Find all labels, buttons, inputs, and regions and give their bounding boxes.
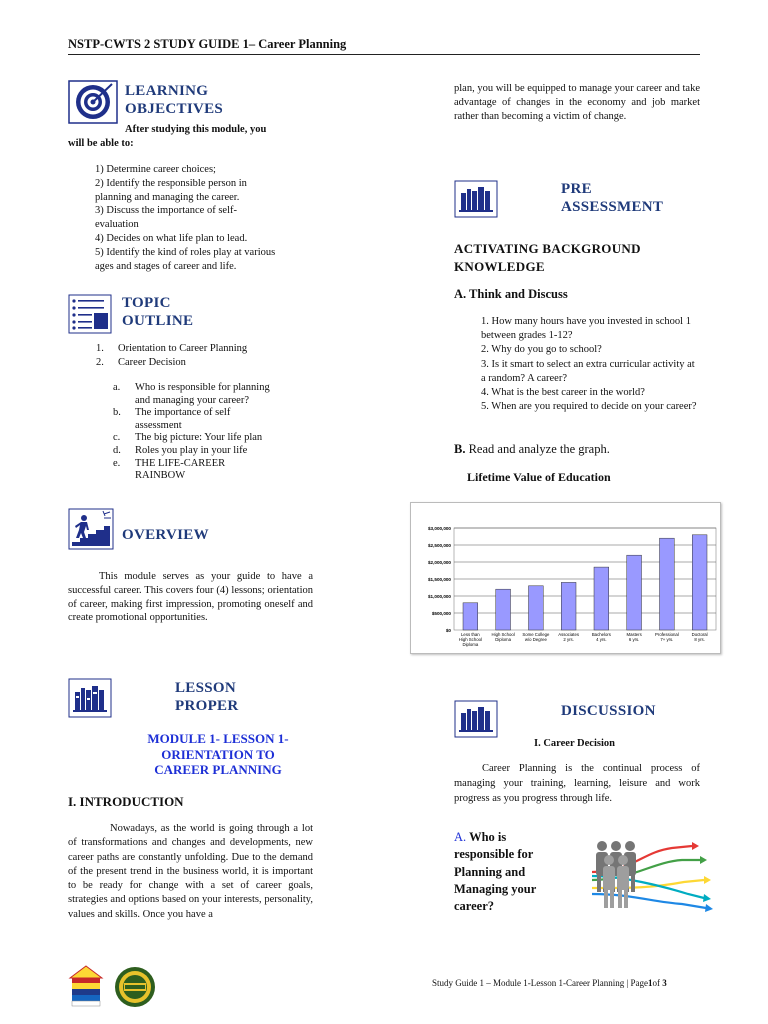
lifetime-value-chart — [410, 502, 721, 654]
chart-bar — [660, 538, 675, 630]
chart-bar — [627, 555, 642, 630]
stairs-climbing-icon — [68, 508, 114, 550]
x-tick-label: Masters 6 yrs. — [626, 632, 642, 642]
list-icon — [68, 294, 112, 334]
objective-item: 2) Identify the responsible person in planning and managing the career. — [95, 177, 247, 203]
overview-text: This module serves as your guide to have a successful career. This covers four (4) lessons; orientation of career, making first impression, promoting oneself and create promotional opportunities. — [68, 571, 313, 624]
pre-assessment-title: PRE ASSESSMENT — [561, 181, 664, 215]
topic-outline-title: TOPIC OUTLINE — [122, 295, 194, 329]
question-item: 2. Why do you go to school? — [481, 344, 602, 356]
school-seal-logo — [66, 964, 106, 1008]
outline-subitem: e. THE LIFE-CAREER RAINBOW — [113, 457, 226, 482]
career-decision-subheading: I. Career Decision — [534, 738, 615, 749]
outline-item: 1. Orientation to Career Planning — [96, 343, 248, 354]
objective-item: 3) Discuss the importance of self- evaluation — [95, 205, 238, 231]
question-item: 3. Is it smart to select an extra curricular activity at a random? A career? — [481, 358, 695, 384]
question-item: 5. When are you required to decide on your career? — [481, 401, 697, 413]
y-tick-label: $500,000 — [431, 611, 451, 616]
activating-knowledge-heading: ACTIVATING BACKGROUND KNOWLEDGE — [454, 241, 641, 274]
responsible-question: A. Who is responsible for Planning and Managing your career? — [454, 830, 537, 914]
introduction-heading: I. INTRODUCTION — [68, 794, 184, 809]
think-discuss-heading: A. Think and Discuss — [454, 287, 568, 301]
introduction-text: Nowadays, as the world is going through a lot of transformations and changes and developments, new career paths are constantly unfolding. Due to the demand of the present trend in the business world, it is important to be ready for change with a set of career goals, strategies and options based on your interests, personality, values and skills. Once you have a — [68, 823, 313, 920]
x-tick-label: Doctoral 8 yrs. — [691, 632, 708, 642]
page-footer: Study Guide 1 – Module 1-Lesson 1-Career Planning | Page1of 3 — [432, 978, 667, 988]
outline-item: 2. Career Decision — [96, 356, 186, 368]
x-tick-label: Professional 7+ yrs. — [655, 632, 679, 642]
x-tick-label: Less than High School Diploma — [458, 632, 482, 647]
x-tick-label: Some College w/o Degree — [522, 632, 550, 642]
read-graph-instruction: B. Read and analyze the graph. — [454, 442, 610, 456]
career-paths-people-illustration — [572, 832, 716, 914]
y-tick-label: $2,000,000 — [428, 560, 451, 565]
books-icon — [68, 678, 112, 718]
books-icon — [454, 700, 498, 738]
right-continuation-text: plan, you will be equipped to manage your career and take advantage of changes in the economy and job market rather than becoming a victim of change. — [454, 83, 700, 122]
y-tick-label: $1,000,000 — [428, 594, 451, 599]
graph-title: Lifetime Value of Education — [467, 470, 611, 484]
topic-outline-lettered — [113, 382, 333, 483]
outline-subitem: d. Roles you play in your life — [113, 444, 248, 456]
chart-bar — [496, 589, 511, 630]
books-icon — [454, 180, 498, 218]
target-icon — [68, 80, 118, 124]
question-item: 1. How many hours have you invested in school 1 between grades 1-12? — [481, 316, 691, 342]
objective-item: 5) Identify the kind of roles play at various ages and stages of career and life. — [95, 246, 276, 272]
x-tick-label: High School Diploma — [491, 632, 515, 642]
objectives-list — [95, 163, 325, 273]
outline-subitem: b. The importance of self assessment — [113, 407, 231, 431]
objective-item: 4) Decides on what life plan to lead. — [95, 232, 248, 244]
chart-bar — [463, 603, 478, 630]
question-item: 4. What is the best career in the world? — [481, 387, 645, 399]
learning-objectives-title: LEARNING OBJECTIVES — [125, 83, 224, 117]
y-tick-label: $1,500,000 — [428, 577, 451, 582]
y-tick-label: $3,000,000 — [428, 526, 451, 531]
outline-subitem: a. Who is responsible for planning and managing your career? — [113, 382, 270, 406]
header-rule — [68, 54, 700, 55]
nstp-logo — [114, 966, 156, 1008]
chart-bar — [561, 582, 576, 630]
y-tick-label: $0 — [445, 628, 451, 633]
chart-bar — [692, 535, 707, 630]
lesson-proper-title: LESSON PROPER — [175, 680, 239, 714]
questions-list — [481, 315, 701, 414]
discussion-title: DISCUSSION — [561, 703, 656, 719]
chart-bar — [529, 586, 544, 630]
topic-outline-numbered — [96, 342, 326, 370]
discussion-text: Career Planning is the continual process of managing your training, learning, leisure and work progress as you progress through life. — [454, 763, 700, 804]
chart-bar — [594, 567, 609, 630]
module-lesson-title: MODULE 1- LESSON 1- ORIENTATION TO CAREER PLANNING — [147, 731, 289, 777]
overview-title: OVERVIEW — [122, 527, 209, 543]
outline-subitem: c. The big picture: Your life plan — [113, 432, 263, 444]
document-header: NSTP-CWTS 2 STUDY GUIDE 1– Career Planning — [68, 37, 347, 51]
chart-svg — [411, 503, 720, 653]
objectives-intro-line2: will be able to: — [68, 138, 134, 149]
objectives-intro-line1: After studying this module, you — [125, 124, 267, 135]
x-tick-label: Bachelors 4 yrs. — [591, 632, 611, 642]
y-tick-label: $2,500,000 — [428, 543, 451, 548]
objective-item: 1) Determine career choices; — [95, 164, 216, 175]
x-tick-label: Associates 2 yrs. — [558, 632, 580, 642]
